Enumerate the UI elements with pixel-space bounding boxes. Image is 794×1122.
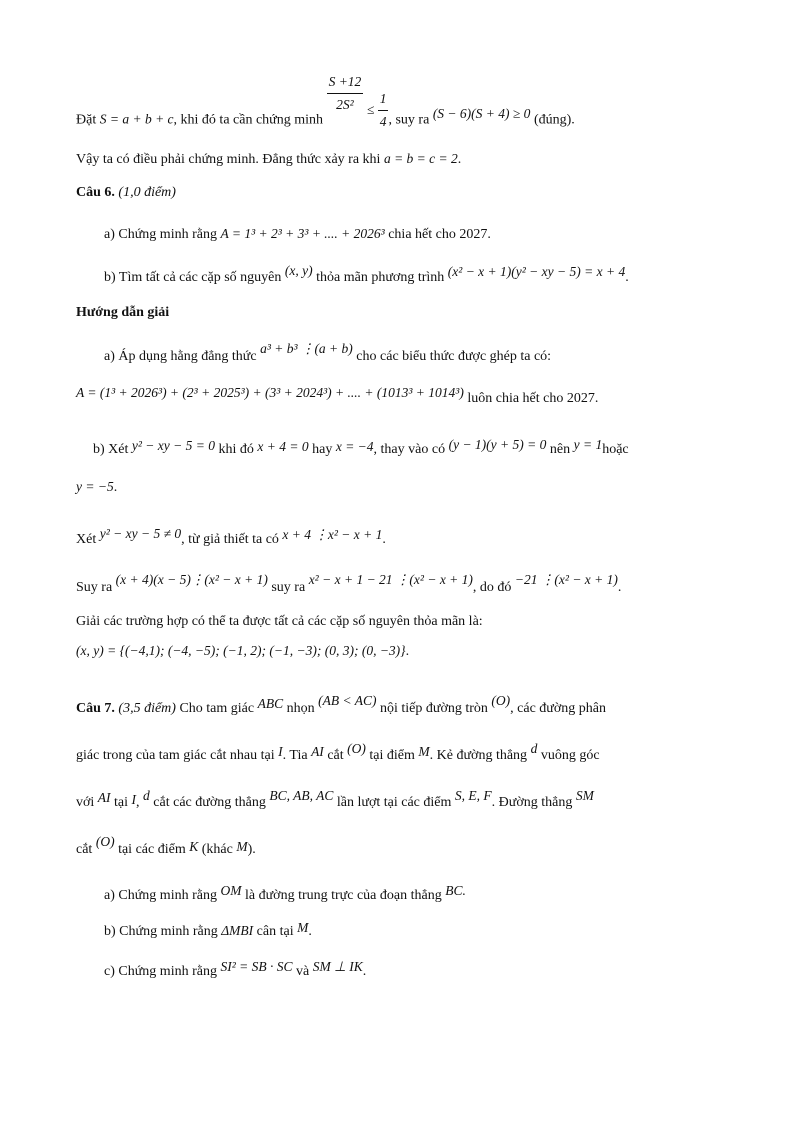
question-7-line-3: [76, 788, 594, 812]
text: .: [625, 270, 629, 285]
math-expression: (O): [347, 741, 366, 756]
text: tại: [114, 795, 129, 810]
text: tại điểm: [369, 748, 415, 763]
math-expression: ABC: [257, 696, 284, 711]
text: , thay vào có: [373, 442, 446, 457]
math-expression: I: [278, 744, 283, 759]
text: , khi đó ta cần chứng minh: [173, 112, 324, 128]
text: thỏa mãn phương trình: [316, 270, 445, 285]
question-7a: [104, 883, 466, 905]
math-expression: a³ + b³ ⋮(a + b): [260, 341, 353, 356]
text: .: [308, 924, 312, 939]
text: a) Chứng minh rằng: [104, 888, 217, 903]
math-expression: (x, y) = {(−4,1); (−4, −5); (−1, 2); (−1, −3); (0, 3); (0, −3)}: [76, 643, 406, 658]
text: .: [113, 480, 118, 495]
question-points: (3,5 điểm): [118, 701, 176, 716]
text: khi đó: [218, 442, 254, 457]
math-expression: (AB < AC): [318, 693, 377, 708]
math-expression: y² − xy − 5 = 0: [131, 438, 215, 453]
solution-answer-line: [76, 642, 409, 661]
text: hay: [312, 442, 333, 457]
text: (đúng).: [533, 112, 575, 128]
math-expression: S, E, F: [454, 788, 492, 803]
text: ).: [247, 842, 256, 857]
math-expression: −21 ⋮(x² − x + 1): [514, 572, 618, 587]
solution-c-line: [76, 526, 386, 549]
fraction-numerator: S +12: [327, 73, 364, 94]
text: Vậy ta có điều phải chứng minh. Đẳng thức xảy ra khi: [76, 152, 381, 167]
question-7b: [104, 922, 312, 941]
text: với: [76, 795, 95, 810]
text: c) Chứng minh rằng: [104, 964, 217, 979]
text: a) Áp dụng hằng đẳng thức: [104, 349, 257, 364]
text: nội tiếp đường tròn: [379, 701, 488, 716]
text: b) Xét: [93, 442, 129, 457]
text: , suy ra: [388, 112, 430, 128]
text: Giải các trường hợp có thể ta được tất cả các cặp số nguyên thỏa mãn là:: [76, 614, 483, 629]
text: .: [405, 644, 410, 659]
math-expression: SM: [575, 788, 594, 803]
math-expression: S = a + b + c: [99, 111, 174, 127]
math-expression: (O): [491, 693, 511, 708]
text: Xét: [76, 532, 97, 547]
math-expression: y = −5: [76, 479, 114, 494]
text: chia hết cho 2027.: [388, 227, 491, 242]
math-expression: (x + 4)(x − 5)⋮(x² − x + 1): [115, 572, 268, 587]
math-expression: BC, AB, AC: [269, 788, 334, 803]
math-expression: AI: [311, 744, 324, 759]
math-expression: A = 1³ + 2³ + 3³ + .... + 2026³: [220, 226, 385, 241]
text: .: [382, 532, 386, 547]
text: lần lượt tại các điểm: [336, 795, 452, 810]
text: . Kẻ đường thẳng: [429, 748, 528, 763]
question-6b: [104, 263, 629, 287]
math-expression: (x² − x + 1)(y² − xy − 5) = x + 4: [447, 264, 626, 279]
text: Suy ra: [76, 580, 113, 595]
question-7c: [104, 959, 367, 981]
fraction-denominator: 4: [379, 114, 387, 129]
question-points: (1,0 điểm): [118, 185, 176, 200]
question-6-heading: [76, 184, 176, 202]
text: hoặc: [602, 442, 629, 457]
solution-a-line-2: [76, 385, 599, 408]
text: (khác: [201, 842, 233, 857]
conclusion-line: [76, 150, 461, 169]
text: . Đường thẳng: [491, 795, 573, 810]
math-expression: M: [297, 920, 309, 935]
text: giác trong của tam giác cắt nhau tại: [76, 748, 275, 763]
text: cắt: [76, 842, 93, 857]
math-expression: a = b = c = 2: [383, 151, 458, 166]
text: Cho tam giác: [179, 701, 255, 716]
text: cắt: [327, 748, 344, 763]
text: nhọn: [286, 701, 315, 716]
math-expression: (S − 6)(S + 4) ≥ 0: [432, 105, 531, 121]
solution-d-line: [76, 572, 622, 597]
question-7-line-2: [76, 741, 600, 765]
math-expression: d: [143, 788, 150, 803]
question-7-line-4: [76, 834, 256, 859]
text: a) Chứng minh rằng: [104, 227, 217, 242]
math-symbol: ≤: [366, 101, 375, 117]
solution-b-line-2: [76, 478, 117, 497]
math-expression: AI: [97, 790, 111, 805]
solution-heading: [76, 304, 169, 322]
math-expression: BC.: [445, 883, 466, 898]
text: .: [617, 580, 622, 595]
question-title: Câu 7.: [76, 701, 115, 716]
math-expression: d: [530, 741, 538, 756]
solution-e-line: [76, 613, 483, 631]
math-expression: OM: [220, 883, 242, 898]
text: là đường trung trực của đoạn thẳng: [244, 888, 442, 903]
intro-line: [76, 74, 575, 141]
text: , do đó: [472, 580, 512, 595]
text: tại các điểm: [118, 842, 186, 857]
fraction: [378, 90, 389, 131]
text: .: [362, 964, 367, 979]
text: , các đường phân: [510, 701, 607, 716]
math-expression: x² − x + 1 − 21 ⋮(x² − x + 1): [308, 572, 473, 587]
text: .: [457, 152, 462, 167]
math-expression: M: [236, 839, 248, 854]
text: ,: [136, 795, 140, 810]
fraction-numerator: 1: [378, 90, 389, 111]
text: cân tại: [256, 924, 294, 939]
fraction: [327, 73, 364, 114]
text: b) Chứng minh rằng: [104, 924, 218, 939]
solution-title: Hướng dẫn giải: [76, 305, 170, 320]
math-expression: K: [189, 839, 199, 854]
question-title: Câu 6.: [76, 185, 115, 200]
text: nên: [549, 442, 571, 457]
text: luôn chia hết cho 2027.: [467, 391, 599, 406]
text: suy ra: [271, 580, 306, 595]
text: và: [296, 964, 310, 979]
math-expression: A = (1³ + 2026³) + (2³ + 2025³) + (3³ + 2024³) + .... + (1013³ + 1014³): [76, 385, 464, 400]
fraction-denominator: 2S²: [336, 97, 354, 112]
question-7-line-1: [76, 693, 607, 718]
text: cắt các đường thẳng: [153, 795, 266, 810]
solution-a-line-1: [104, 341, 552, 366]
math-expression: M: [418, 744, 430, 759]
text: , từ giả thiết ta có: [181, 532, 279, 547]
math-expression: SI² = SB · SC: [220, 959, 293, 974]
text: b) Tìm tất cả các cặp số nguyên: [104, 270, 282, 285]
math-expression: ΔMBI: [221, 923, 254, 938]
solution-b-line-1: [93, 437, 629, 459]
text: cho các biểu thức được ghép ta có:: [356, 349, 552, 364]
math-expression: I: [131, 792, 137, 807]
math-expression: x + 4 = 0: [257, 439, 309, 454]
math-expression: y = 1: [573, 437, 603, 452]
text: . Tia: [282, 748, 308, 763]
math-expression: x = −4: [335, 439, 374, 454]
math-expression: x + 4 ⋮x² − x + 1: [282, 527, 383, 542]
math-expression: (O): [95, 834, 115, 849]
question-6a: [104, 225, 491, 244]
math-expression: y² − xy − 5 ≠ 0: [99, 526, 182, 541]
text: vuông góc: [540, 748, 600, 763]
math-expression: (x, y): [284, 263, 313, 278]
math-expression: SM ⊥ IK: [312, 959, 363, 974]
math-expression: (y − 1)(y + 5) = 0: [448, 437, 547, 452]
text: Đặt: [76, 112, 97, 128]
